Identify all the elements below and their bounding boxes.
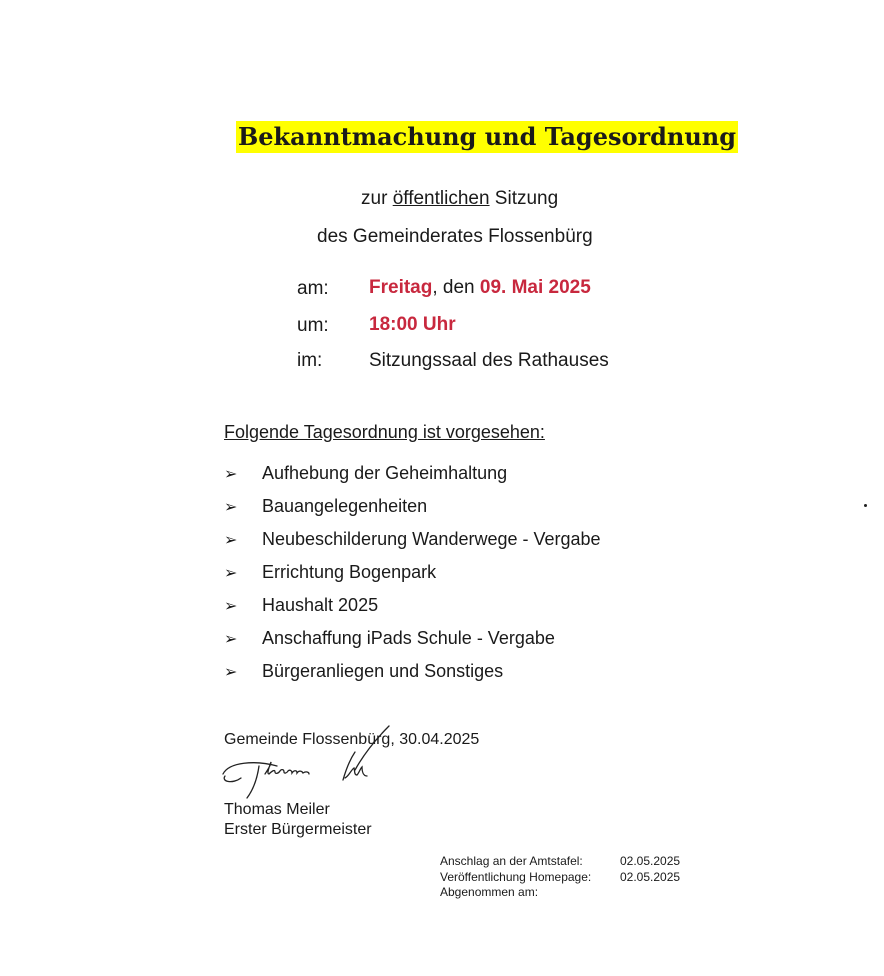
arrow-bullet-icon: ➢	[224, 631, 238, 648]
meeting-date-value: 09. Mai 2025	[479, 277, 591, 298]
date-label: am:	[297, 278, 329, 299]
stray-dot	[864, 504, 867, 507]
subtitle-line-2: des Gemeinderates Flossenbürg	[317, 226, 593, 247]
signer-name: Thomas Meiler	[224, 801, 330, 818]
arrow-bullet-icon: ➢	[224, 598, 238, 615]
meeting-date	[369, 277, 591, 299]
agenda-item: ➢ Anschaffung iPads Schule - Vergabe	[224, 628, 555, 648]
handwritten-signature	[215, 722, 400, 804]
place-and-date: Gemeinde Flossenbürg, 30.04.2025	[224, 731, 480, 748]
posting-label: Abgenommen am:	[440, 885, 539, 899]
agenda-item: ➢ Neubeschilderung Wanderwege - Vergabe	[224, 529, 601, 549]
posting-value: 02.05.2025	[620, 870, 681, 884]
agenda-heading: Folgende Tagesordnung ist vorgesehen:	[224, 422, 545, 442]
subtitle-line-1	[361, 188, 558, 210]
agenda-item: ➢ Errichtung Bogenpark	[224, 562, 437, 582]
agenda-item: ➢ Bauangelegenheiten	[224, 496, 428, 516]
date-connector: , den	[432, 277, 480, 298]
posting-label: Anschlag an der Amtstafel:	[440, 854, 583, 868]
meeting-place: Sitzungssaal des Rathauses	[369, 350, 609, 371]
subtitle-emphasis: öffentlichen	[392, 188, 490, 209]
meeting-time: 18:00 Uhr	[369, 314, 456, 335]
subtitle-prefix: zur	[361, 188, 393, 209]
meeting-weekday: Freitag	[369, 277, 433, 298]
subtitle-suffix: Sitzung	[489, 188, 559, 209]
agenda-item: ➢ Haushalt 2025	[224, 595, 379, 615]
agenda-item: ➢ Aufhebung der Geheimhaltung	[224, 463, 508, 483]
arrow-bullet-icon: ➢	[224, 466, 238, 483]
place-label: im:	[297, 350, 323, 371]
posting-label: Veröffentlichung Homepage:	[440, 870, 592, 884]
arrow-bullet-icon: ➢	[224, 499, 238, 516]
agenda-item: ➢ Bürgeranliegen und Sonstiges	[224, 661, 504, 681]
arrow-bullet-icon: ➢	[224, 565, 238, 582]
posting-value: 02.05.2025	[620, 854, 681, 868]
page-title: Bekanntmachung und Tagesordnung	[238, 122, 737, 151]
arrow-bullet-icon: ➢	[224, 532, 238, 549]
signer-role: Erster Bürgermeister	[224, 821, 372, 838]
time-label: um:	[297, 315, 329, 336]
arrow-bullet-icon: ➢	[224, 664, 238, 681]
